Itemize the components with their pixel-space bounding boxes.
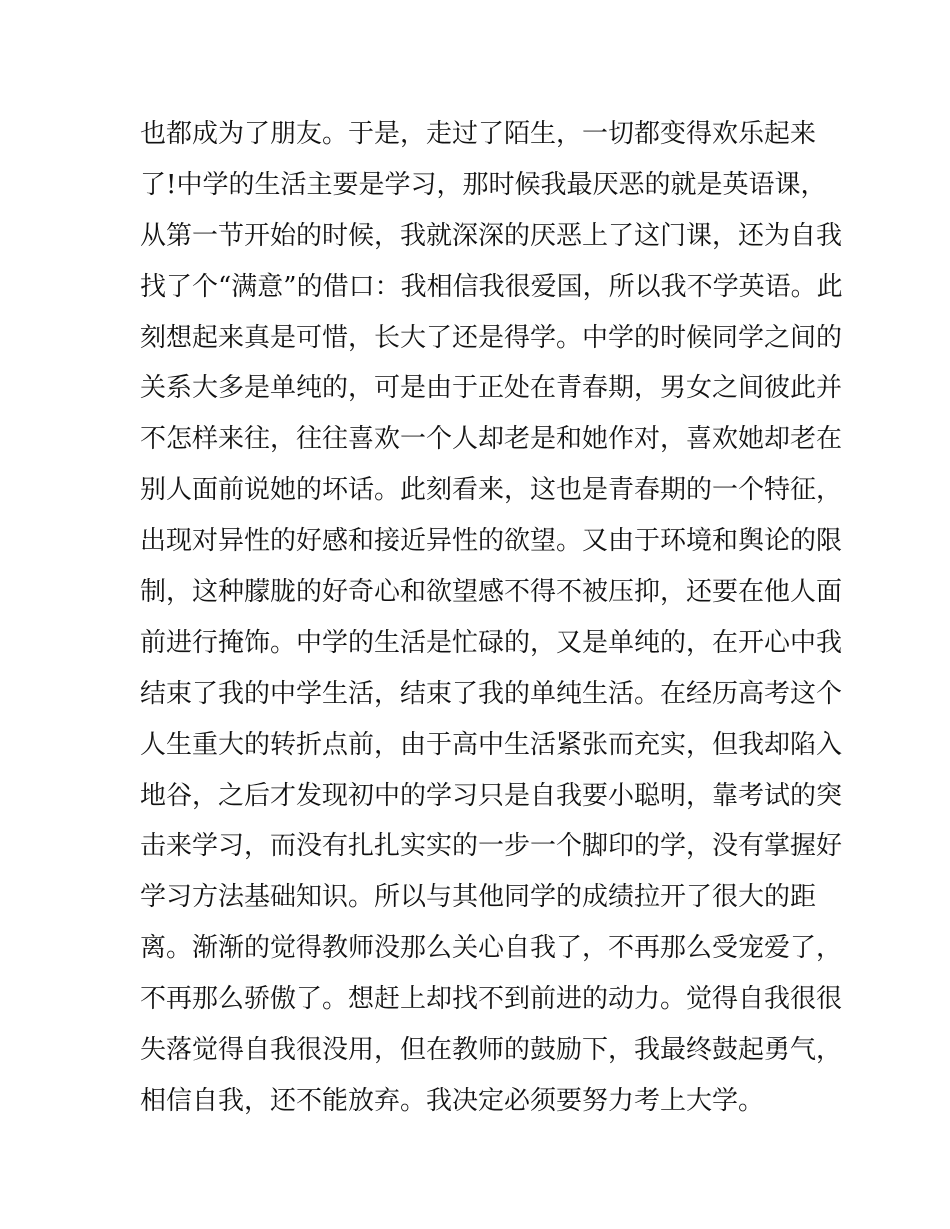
text-line-18: 不再那么骄傲了。想赶上却找不到前进的动力。觉得自我很很: [140, 984, 843, 1015]
text-line-10: 制，这种朦胧的好奇心和欲望感不得不被压抑，还要在他人面: [140, 577, 843, 608]
text-line-1: 也都成为了朋友。于是，走过了陌生，一切都变得欢乐起来: [140, 119, 817, 149]
text-line-5: 刻想起来真是可惜，长大了还是得学。中学的时候同学之间的: [140, 322, 843, 353]
text-line-13: 人生重大的转折点前，由于高中生活紧张而充实，但我却陷入: [140, 729, 843, 760]
text-line-15: 击来学习，而没有扎扎实实的一步一个脚印的学，没有掌握好: [140, 831, 843, 862]
text-line-16: 学习方法基础知识。所以与其他同学的成绩拉开了很大的距: [140, 882, 817, 913]
text-line-6: 关系大多是单纯的，可是由于正处在青春期，男女之间彼此并: [140, 373, 843, 404]
text-line-7: 不怎样来往，往往喜欢一个人却老是和她作对，喜欢她却老在: [140, 424, 843, 455]
text-line-3: 从第一节开始的时候，我就深深的厌恶上了这门课，还为自我: [140, 220, 843, 251]
text-line-17: 离。渐渐的觉得教师没那么关心自我了，不再那么受宠爱了，: [140, 933, 843, 964]
text-line-20: 相信自我，还不能放弃。我决定必须要努力考上大学。: [140, 1085, 765, 1116]
text-line-11: 前进行掩饰。中学的生活是忙碌的，又是单纯的，在开心中我: [140, 627, 843, 658]
text-line-8: 别人面前说她的坏话。此刻看来，这也是青春期的一个特征，: [140, 475, 843, 506]
text-line-12: 结束了我的中学生活，结束了我的单纯生活。在经历高考这个: [140, 678, 843, 709]
text-line-2: 了!中学的生活主要是学习，那时候我最厌恶的就是英语课，: [140, 169, 827, 200]
body-text: [140, 109, 843, 1127]
text-line-19: 失落觉得自我很没用，但在教师的鼓励下，我最终鼓起勇气，: [140, 1035, 843, 1066]
text-line-14: 地谷，之后才发现初中的学习只是自我要小聪明，靠考试的突: [140, 780, 843, 811]
text-line-9: 出现对异性的好感和接近异性的欲望。又由于环境和舆论的限: [140, 526, 843, 557]
text-line-4: 找了个“满意”的借口：我相信我很爱国，所以我不学英语。此: [140, 271, 843, 302]
